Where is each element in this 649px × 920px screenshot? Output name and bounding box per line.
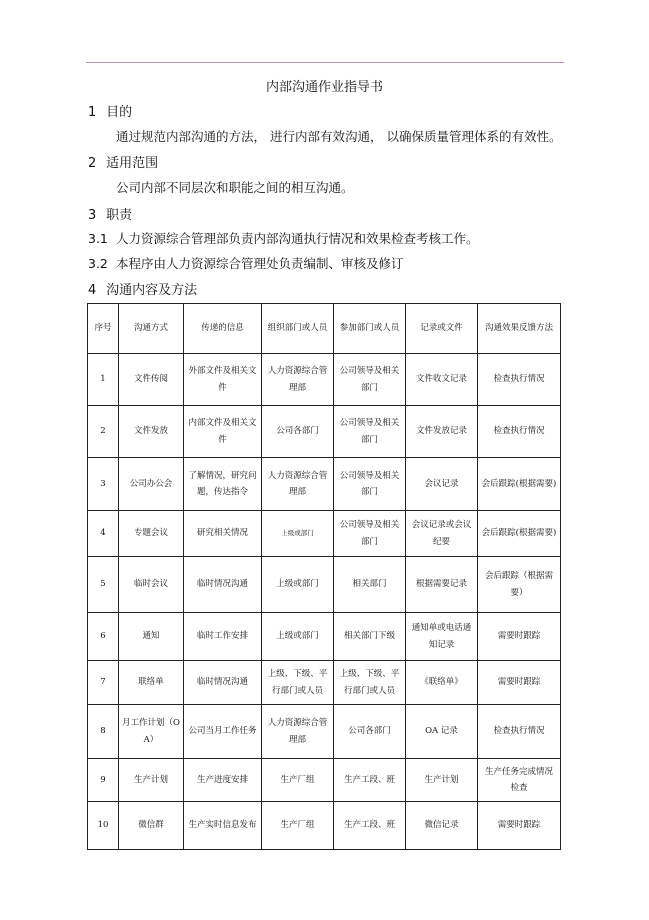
table-cell: 临时会议 xyxy=(119,557,184,613)
table-cell: 公司领导及相关部门 xyxy=(334,406,406,458)
table-cell: 需要时跟踪 xyxy=(478,613,561,661)
document-title: 内部沟通作业指导书 xyxy=(265,80,383,95)
section-title: 适用范围 xyxy=(106,156,159,171)
table-cell: 相关部门下级 xyxy=(334,613,406,661)
table-cell: 4 xyxy=(88,511,119,557)
item-number: 3.1 xyxy=(88,231,108,246)
table-header-row xyxy=(88,304,561,354)
table-cell: 公司领导及相关部门 xyxy=(334,511,406,557)
section-title: 职责 xyxy=(106,208,133,223)
table-cell: 8 xyxy=(88,705,119,759)
header-cell: 沟通方式 xyxy=(119,304,184,354)
table-cell: 生产工段、班 xyxy=(334,759,406,802)
table-row xyxy=(88,613,561,661)
table-cell: 月工作计划（OA） xyxy=(119,705,184,759)
table-row xyxy=(88,458,561,511)
table-cell: 会后跟踪(根据需要) xyxy=(478,458,561,511)
header-cell: 沟通效果反馈方法 xyxy=(478,304,561,354)
item-text: 本程序由人力资源综合管理处负责编制、审核及修订 xyxy=(115,256,404,271)
table-cell: 生产实时信息发布 xyxy=(184,802,262,850)
table-cell: 上级或部门 xyxy=(262,613,334,661)
section-number: 4 xyxy=(88,283,97,298)
table-cell: 根据需要记录 xyxy=(406,557,478,613)
table-row xyxy=(88,802,561,850)
table-cell: 通知 xyxy=(119,613,184,661)
table-cell: 2 xyxy=(88,406,119,458)
table-cell: 1 xyxy=(88,354,119,406)
table-cell: 临时情况沟通 xyxy=(184,661,262,705)
table-cell: 9 xyxy=(88,759,119,802)
table-row xyxy=(88,759,561,802)
table-cell: 临时情况沟通 xyxy=(184,557,262,613)
header-cell: 序号 xyxy=(88,304,119,354)
table-row xyxy=(88,511,561,557)
section-title: 沟通内容及方法 xyxy=(106,283,198,298)
table-cell: 公司领导及相关部门 xyxy=(334,354,406,406)
table-cell: 会议记录或会议纪要 xyxy=(406,511,478,557)
table-cell: 人力资源综合管理部 xyxy=(262,354,334,406)
table-cell: 通知单或电话通知记录 xyxy=(406,613,478,661)
table-cell: 微信记录 xyxy=(406,802,478,850)
table-cell: 了解情况，研究问题，传达指令 xyxy=(184,458,262,511)
responsibility-3-2 xyxy=(88,254,404,272)
table-cell: 10 xyxy=(88,802,119,850)
table-cell: 相关部门 xyxy=(334,557,406,613)
responsibility-3-1 xyxy=(88,229,479,247)
table-cell: 生产厂组 xyxy=(262,759,334,802)
section-2-heading xyxy=(88,152,158,171)
table-cell: 公司领导及相关部门 xyxy=(334,458,406,511)
header-cell: 传递的信息 xyxy=(184,304,262,354)
section-number: 1 xyxy=(88,105,97,120)
table-row xyxy=(88,406,561,458)
table-cell: OA 记录 xyxy=(406,705,478,759)
section-title: 目的 xyxy=(106,105,133,120)
section-number: 2 xyxy=(88,156,97,171)
table-cell: 生产厂组 xyxy=(262,802,334,850)
table-cell: 专题会议 xyxy=(119,511,184,557)
table-cell: 生产任务完成情况检查 xyxy=(478,759,561,802)
table-cell: 需要时跟踪 xyxy=(478,661,561,705)
table-cell: 检查执行情况 xyxy=(478,354,561,406)
table-cell: 生产计划 xyxy=(406,759,478,802)
table-cell: 《联络单》 xyxy=(406,661,478,705)
table-row xyxy=(88,661,561,705)
table-cell: 6 xyxy=(88,613,119,661)
section-1-body: 通过规范内部沟通的方法， 进行内部有效沟通， 以确保质量管理体系的有效性。 xyxy=(116,129,562,144)
table-row xyxy=(88,557,561,613)
table-cell: 5 xyxy=(88,557,119,613)
table-cell: 人力资源综合管理部 xyxy=(262,705,334,759)
table-cell: 上级或部门 xyxy=(262,557,334,613)
section-1-heading xyxy=(88,101,132,120)
table-cell: 上级、下级、平行部门或人员 xyxy=(334,661,406,705)
table-cell: 人力资源综合管理部 xyxy=(262,458,334,511)
table-cell: 7 xyxy=(88,661,119,705)
header-cell: 记录或文件 xyxy=(406,304,478,354)
table-cell: 生产工段、班 xyxy=(334,802,406,850)
item-number: 3.2 xyxy=(88,256,108,271)
table-cell: 研究相关情况 xyxy=(184,511,262,557)
table-cell: 公司各部门 xyxy=(334,705,406,759)
header-cell: 组织部门或人员 xyxy=(262,304,334,354)
section-2-body: 公司内部不同层次和职能之间的相互沟通。 xyxy=(116,180,354,195)
table-cell: 文件发放记录 xyxy=(406,406,478,458)
table-row xyxy=(88,705,561,759)
table-cell: 3 xyxy=(88,458,119,511)
table-cell: 检查执行情况 xyxy=(478,705,561,759)
table-cell: 外部文件及相关文件 xyxy=(184,354,262,406)
header-rule xyxy=(86,62,564,63)
table-cell: 公司当月工作任务 xyxy=(184,705,262,759)
table-cell: 会后跟踪(根据需要) xyxy=(478,511,561,557)
item-text: 人力资源综合管理部负责内部沟通执行情况和效果检查考核工作。 xyxy=(115,231,479,246)
table-cell: 公司办公会 xyxy=(119,458,184,511)
table-row xyxy=(88,354,561,406)
communication-table xyxy=(87,303,561,850)
table-cell: 公司各部门 xyxy=(262,406,334,458)
table-cell: 内部文件及相关文件 xyxy=(184,406,262,458)
table-cell: 上级或部门 xyxy=(262,511,334,557)
table-cell: 会议记录 xyxy=(406,458,478,511)
table-cell: 会后跟踪（根据需要） xyxy=(478,557,561,613)
table-cell: 微信群 xyxy=(119,802,184,850)
table-cell: 生产进度安排 xyxy=(184,759,262,802)
table-cell: 文件发放 xyxy=(119,406,184,458)
table-cell: 上级、下级、平行部门或人员 xyxy=(262,661,334,705)
table-cell: 生产计划 xyxy=(119,759,184,802)
table-cell: 临时工作安排 xyxy=(184,613,262,661)
section-3-heading xyxy=(88,204,132,223)
table-cell: 文件收文记录 xyxy=(406,354,478,406)
table-cell: 检查执行情况 xyxy=(478,406,561,458)
header-cell: 参加部门或人员 xyxy=(334,304,406,354)
section-number: 3 xyxy=(88,208,97,223)
table-cell: 文件传阅 xyxy=(119,354,184,406)
table-cell: 需要时跟踪 xyxy=(478,802,561,850)
table-cell: 联络单 xyxy=(119,661,184,705)
section-4-heading xyxy=(88,279,197,298)
